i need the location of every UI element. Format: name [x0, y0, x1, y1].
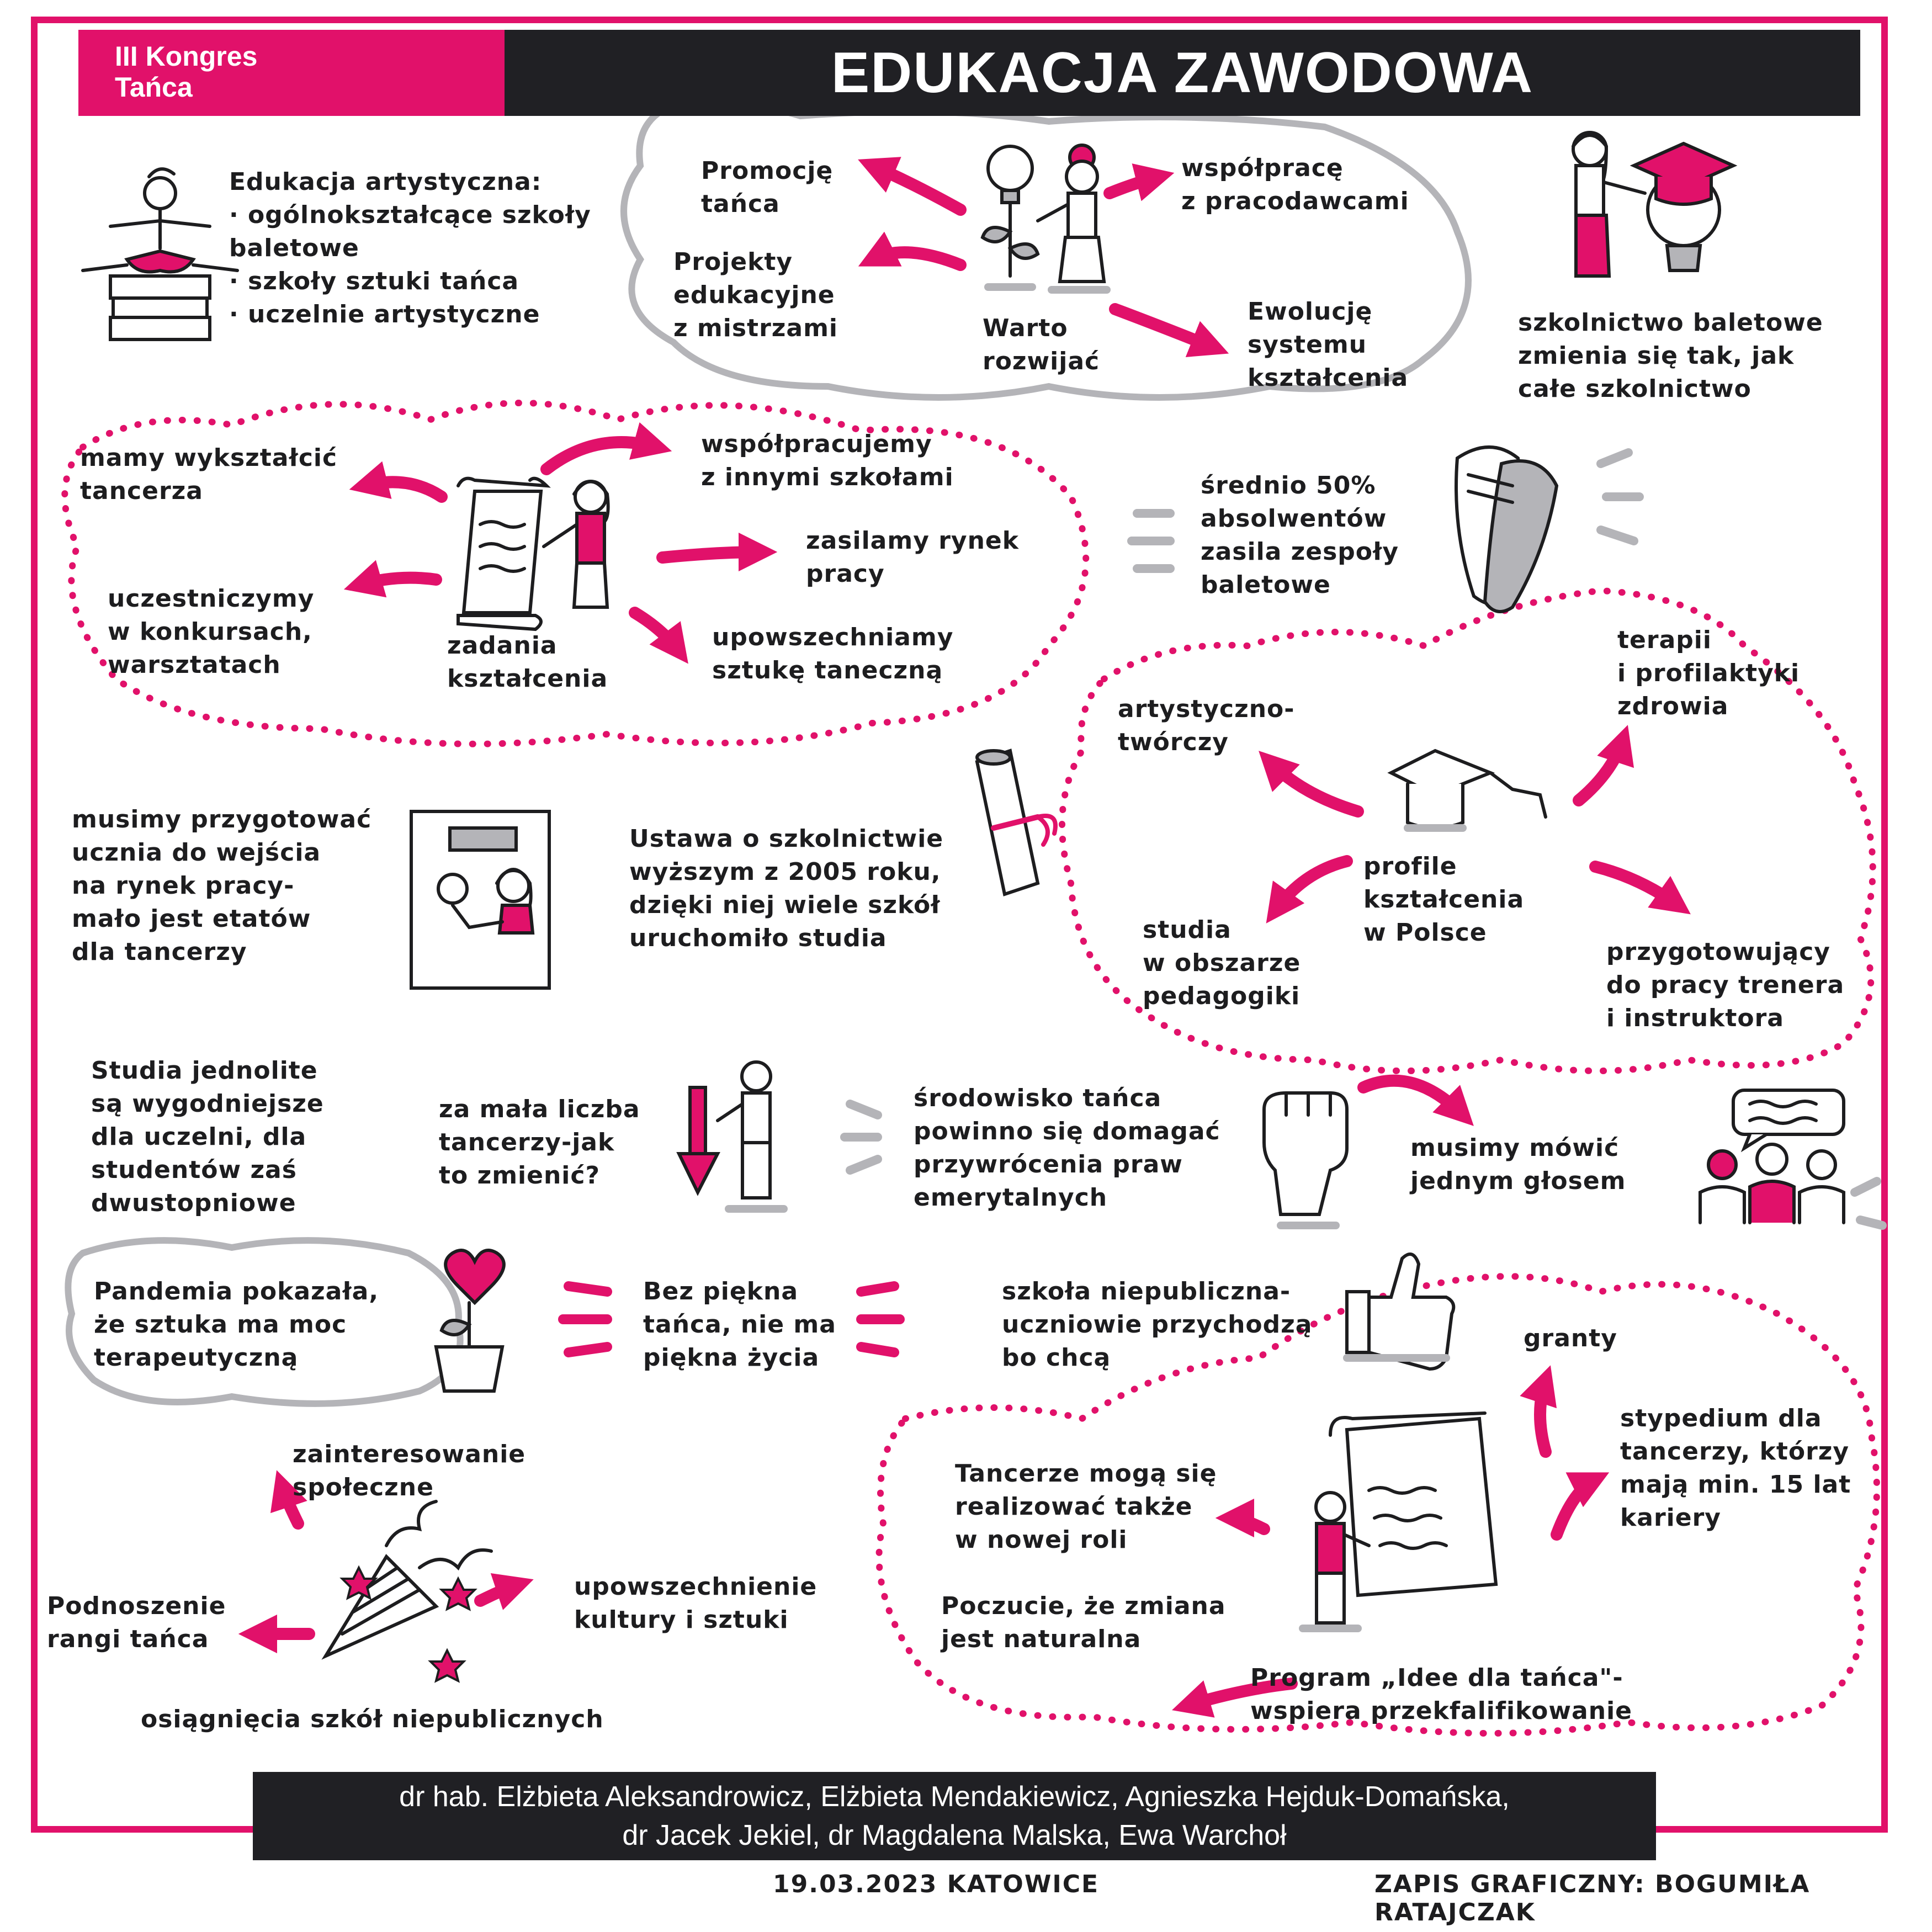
note-program: Program „Idee dla tańca"- wspiera przekfalifikowanie	[1250, 1664, 1632, 1725]
heart-flower-pot-icon	[436, 1250, 504, 1391]
event-name: III Kongres Tańca	[78, 30, 505, 116]
note-szkolnictwo: szkolnictwo baletowe zmienia się tak, jak całe szkolnictwo	[1518, 309, 1823, 403]
note-studia-jed: Studia jednolite są wygodniejsze dla uczelni, dla studentów zaś dwustopniowe	[91, 1057, 324, 1217]
note-za-mala: za mała liczba tancerzy-jak to zmienić?	[439, 1095, 640, 1190]
scroll-with-woman-icon	[458, 479, 608, 629]
note-upowszechnienie: upowszechnienie kultury i sztuki	[574, 1573, 818, 1634]
graduation-cap-icon	[1391, 751, 1546, 828]
note-stypedium: stypedium dla tancerzy, którzy mają min. 15 lat kariery	[1620, 1404, 1851, 1532]
note-artystyczno: artystyczno- twórczy	[1118, 695, 1295, 756]
note-srodowisko: środowisko tańca powinno się domagać przywrócenia praw emerytalnych	[914, 1084, 1220, 1212]
note-profile: profile kształcenia w Polsce	[1363, 852, 1525, 947]
down-arrow-with-man-icon	[679, 1062, 784, 1209]
note-zainteresowanie: zainteresowanie społeczne	[293, 1440, 526, 1501]
note-srednio: średnio 50% absolwentów zasila zespoły baletowe	[1201, 471, 1399, 599]
note-musimy: musimy przygotować ucznia do wejścia na rynek pracy- mało jest etatów dla tancerzy	[72, 805, 372, 966]
party-popper-icon	[326, 1501, 491, 1681]
note-terapii: terapii i profilaktyki zdrowia	[1617, 626, 1800, 720]
teacher-with-lightbulb-graduate-icon	[1573, 132, 1733, 276]
note-musimy-mowic: musimy mówić jednym głosem	[1410, 1134, 1626, 1195]
note-zadania: zadania kształcenia	[447, 631, 608, 693]
note-promocje: Promocję tańca	[701, 157, 834, 218]
authors-line-1: dr hab. Elżbieta Aleksandrowicz, Elżbieta Mendakiewicz, Agnieszka Hejduk-Domańska,	[399, 1781, 1510, 1813]
lightbulb-sprout-icon	[983, 146, 1038, 287]
note-przygotowujacy: przygotowujący do pracy trenera i instruktora	[1606, 938, 1845, 1032]
authors-bar	[253, 1772, 1656, 1860]
scroll-with-man-icon	[1303, 1413, 1496, 1628]
note-upowszechniamy: upowszechniamy sztukę taneczną	[712, 623, 954, 684]
ballet-dancer-on-books-icon	[83, 169, 237, 339]
note-warto: Warto rozwijać	[983, 314, 1100, 375]
note-podnoszenie: Podnoszenie rangi tańca	[47, 1592, 226, 1653]
raised-fist-icon	[1264, 1093, 1347, 1225]
note-osiagniecia: osiągnięcia szkół niepublicznych	[141, 1705, 604, 1733]
note-szkola-niepub: szkoła niepubliczna- uczniowie przychodzą bo chcą	[1002, 1277, 1313, 1372]
note-wspolprace: współpracę z pracodawcami	[1181, 154, 1409, 215]
graphic-credit: ZAPIS GRAFICZNY: BOGUMIŁA RATAJCZAK	[1374, 1870, 1811, 1926]
authors-line-2: dr Jacek Jekiel, dr Magdalena Malska, Ewa Warchoł	[622, 1819, 1287, 1851]
diploma-scroll-ribbon-icon	[977, 751, 1055, 894]
group-speech-bubble-icon	[1700, 1090, 1844, 1223]
note-ustawa: Ustawa o szkolnictwie wyższym z 2005 roku, dzięki niej wiele szkół uruchomiło studia	[629, 825, 944, 952]
note-poczucie: Poczucie, że zmiana jest naturalna	[941, 1592, 1226, 1653]
note-pandemia: Pandemia pokazała, że sztuka ma moc terapeutyczną	[94, 1277, 379, 1372]
pointe-shoes-icon	[1456, 447, 1557, 612]
note-granty: granty	[1524, 1324, 1617, 1352]
note-ewolucje: Ewolucję systemu kształcenia	[1248, 298, 1409, 392]
note-zasilamy: zasilamy rynek pracy	[806, 527, 1020, 588]
note-mamy: mamy wykształcić tancerza	[80, 444, 338, 505]
note-edukacja: Edukacja artystyczna: · ogólnokształcące szkoły baletowe · szkoły sztuki tańca · uczelnie artystyczne	[229, 168, 591, 328]
note-tancerze: Tancerze mogą się realizować także w nowej roli	[955, 1459, 1217, 1554]
tablet-handshake-icon	[411, 811, 549, 988]
note-wspolpracujemy: współpracujemy z innymi szkołami	[701, 430, 954, 491]
note-projekty: Projekty edukacyjne z mistrzami	[673, 248, 838, 342]
note-studia-ped: studia w obszarze pedagogiki	[1143, 916, 1301, 1010]
woman-figure-icon	[1038, 145, 1107, 290]
thumbs-up-icon	[1347, 1254, 1453, 1369]
note-uczestniczymy: uczestniczymy w konkursach, warsztatach	[108, 585, 315, 679]
note-bez-piekna: Bez piękna tańca, nie ma piękna życia	[643, 1277, 836, 1372]
date-location: 19.03.2023 KATOWICE	[773, 1870, 1100, 1898]
page-title: EDUKACJA ZAWODOWA	[505, 30, 1860, 116]
